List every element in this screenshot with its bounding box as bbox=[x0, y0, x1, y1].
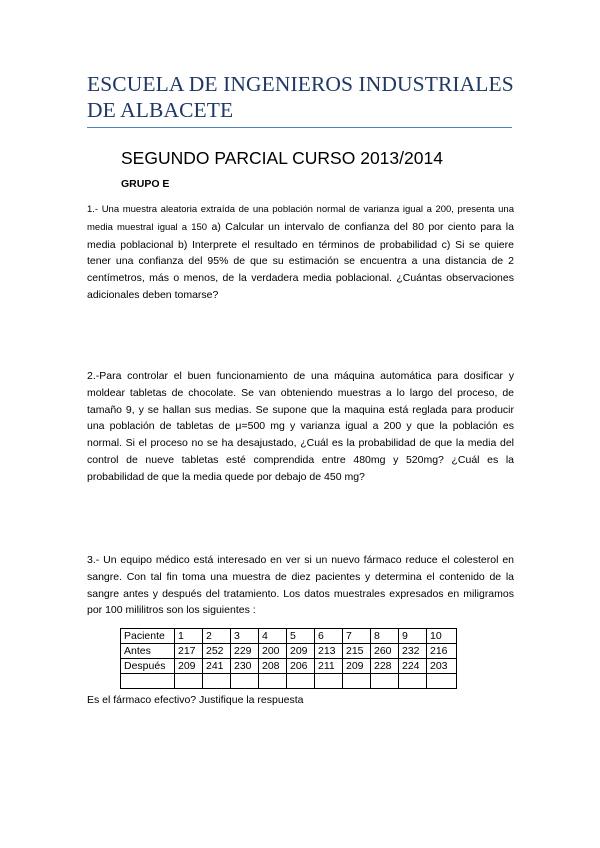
table-cell-empty bbox=[343, 674, 371, 689]
table-row-despues bbox=[121, 659, 457, 674]
row-label-antes: Antes bbox=[121, 644, 175, 659]
table-cell: 252 bbox=[203, 644, 231, 659]
table-cell: 229 bbox=[231, 644, 259, 659]
row-label-despues: Después bbox=[121, 659, 175, 674]
question-1-tasks: a) Calcular un intervalo de confianza del 80 por ciento para la media poblacional b) Interprete el resultado en términos de probabilidad c) Si se quiere tener una confianza del 95% de que su estimación se encuentra a una distancia de 2 centímetros, más o menos, de la verdadera media poblacional. ¿Cuántas observaciones adicionales deben tomarse? bbox=[87, 220, 514, 301]
table-cell: 230 bbox=[231, 659, 259, 674]
closing-question: Es el fármaco efectivo? Justifique la respuesta bbox=[87, 694, 304, 706]
table-cell: 6 bbox=[315, 629, 343, 644]
question-1-statement: 1.- Una muestra aleatoria extraída de una población normal de varianza igual a 200, presenta una media muestral igual a 150 bbox=[87, 204, 514, 233]
exam-title: SEGUNDO PARCIAL CURSO 2013/2014 bbox=[121, 148, 443, 168]
table-cell: 208 bbox=[259, 659, 287, 674]
table-cell: 209 bbox=[175, 659, 203, 674]
table-cell: 241 bbox=[203, 659, 231, 674]
table-cell: 260 bbox=[371, 644, 399, 659]
table-cell-empty bbox=[259, 674, 287, 689]
table-cell: 209 bbox=[287, 644, 315, 659]
table-cell: 2 bbox=[203, 629, 231, 644]
table-cell: 213 bbox=[315, 644, 343, 659]
table-cell-empty bbox=[287, 674, 315, 689]
table-row-patients bbox=[121, 629, 457, 644]
table-cell-empty bbox=[427, 674, 457, 689]
table-cell: 5 bbox=[287, 629, 315, 644]
question-3: 3.- Un equipo médico está interesado en ver si un nuevo fármaco reduce el colesterol en sangre. Con tal fin toma una muestra de diez pacientes y determina el contenido de la sangre antes y después del tratamiento. Los datos muestrales expresados en miligramos por 100 mililitros son los siguientes : bbox=[87, 554, 514, 617]
heading-divider bbox=[87, 127, 512, 128]
table-row-empty bbox=[121, 674, 457, 689]
table-cell: 211 bbox=[315, 659, 343, 674]
school-line-2: DE ALBACETE bbox=[87, 98, 234, 122]
table-cell-empty bbox=[371, 674, 399, 689]
table-cell-empty bbox=[121, 674, 175, 689]
table-cell: 1 bbox=[175, 629, 203, 644]
question-2: 2.-Para controlar el buen funcionamiento de una máquina automática para dosificar y moldear tabletas de chocolate. Se van obteniendo muestras a lo largo del proceso, de tamaño 9, y se hallan sus medias. Se supone que la maquina está reglada para producir una población de tabletas de μ=500 mg y varianza igual a 200 y que la población es normal. Si el proceso no se ha desajustado, ¿Cuál es la probabilidad de que la media del control de nueve tabletas esté comprendida entre 480mg y 520mg? ¿Cuál es la probabilidad de que la media quede por debajo de 450 mg? bbox=[87, 370, 514, 483]
table-cell: 232 bbox=[399, 644, 427, 659]
table-cell: 200 bbox=[259, 644, 287, 659]
table-cell: 209 bbox=[343, 659, 371, 674]
table-cell: 217 bbox=[175, 644, 203, 659]
table-cell-empty bbox=[175, 674, 203, 689]
table-cell: 203 bbox=[427, 659, 457, 674]
table-cell: 3 bbox=[231, 629, 259, 644]
table-cell-empty bbox=[399, 674, 427, 689]
table-cell: 4 bbox=[259, 629, 287, 644]
table-cell: 228 bbox=[371, 659, 399, 674]
cholesterol-table bbox=[120, 628, 457, 689]
table-cell: 215 bbox=[343, 644, 371, 659]
table-cell: 7 bbox=[343, 629, 371, 644]
table-cell: 224 bbox=[399, 659, 427, 674]
row-label-paciente: Paciente bbox=[121, 629, 175, 644]
school-line-1: ESCUELA DE INGENIEROS INDUSTRIALES bbox=[87, 72, 514, 96]
table-row-antes bbox=[121, 644, 457, 659]
table-cell: 10 bbox=[427, 629, 457, 644]
table-cell-empty bbox=[315, 674, 343, 689]
table-cell: 206 bbox=[287, 659, 315, 674]
table-cell-empty bbox=[231, 674, 259, 689]
table-cell: 216 bbox=[427, 644, 457, 659]
table-cell-empty bbox=[203, 674, 231, 689]
question-1 bbox=[87, 201, 514, 304]
exam-group: GRUPO E bbox=[121, 178, 170, 190]
table-cell: 9 bbox=[399, 629, 427, 644]
table-cell: 8 bbox=[371, 629, 399, 644]
school-heading bbox=[87, 71, 527, 123]
